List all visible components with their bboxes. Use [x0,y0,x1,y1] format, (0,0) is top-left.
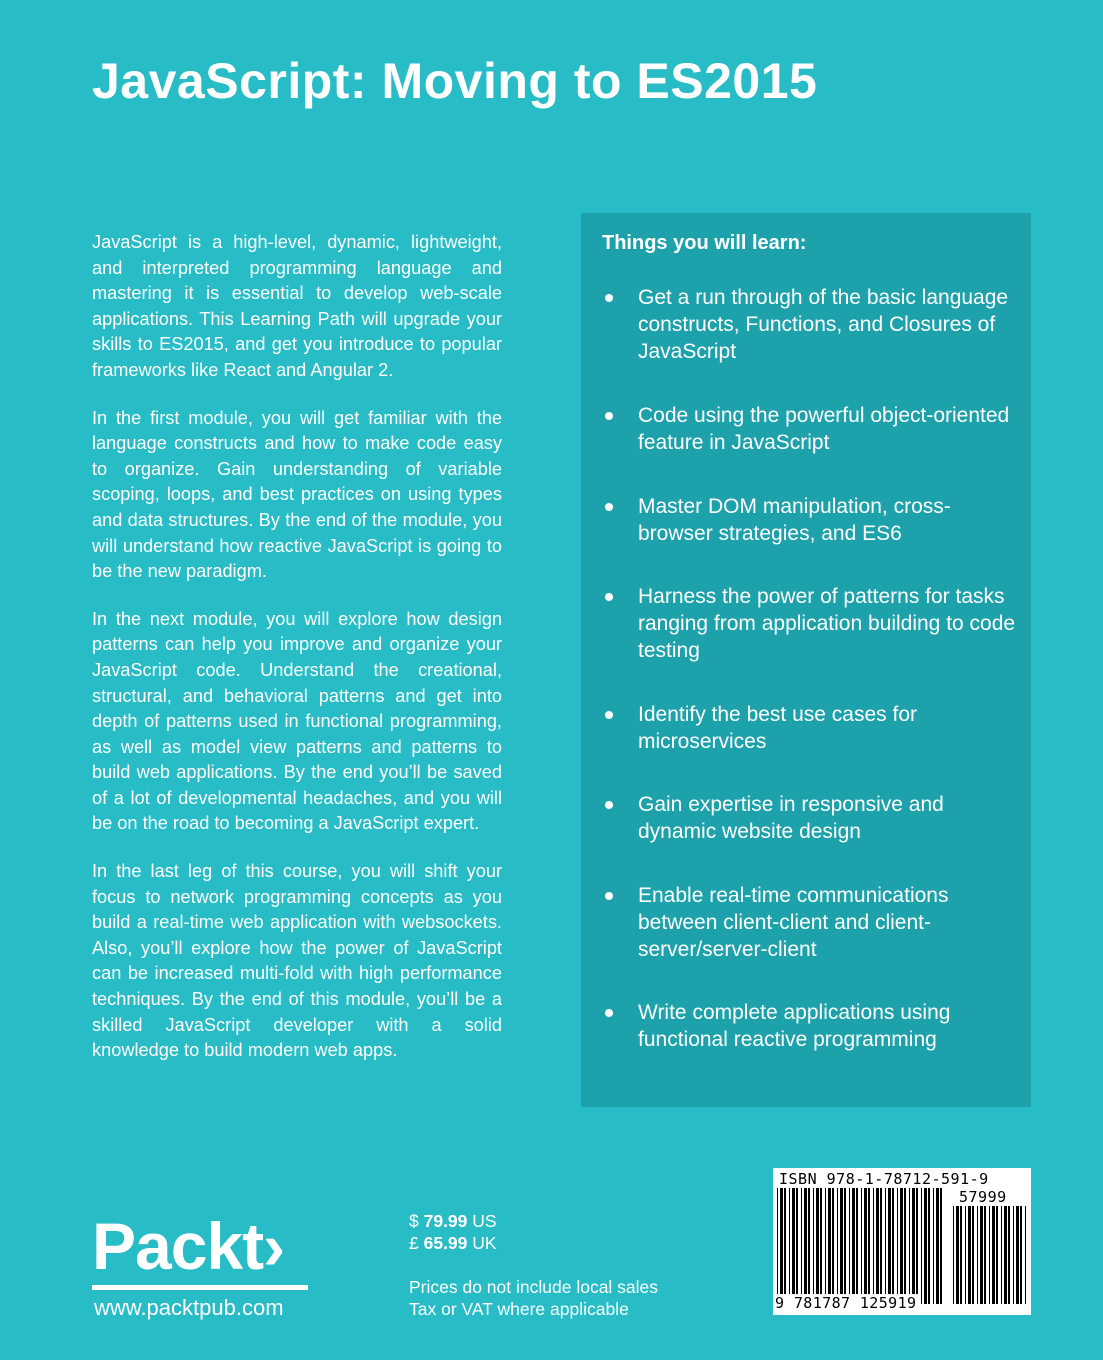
price-usd [409,1210,658,1232]
price-note-line-2: Tax or VAT where applicable [409,1299,629,1319]
barcode-bar [936,1188,939,1304]
barcode-bar [928,1188,930,1304]
barcode-bar [1013,1206,1014,1304]
usd-amount: 79.99 [423,1211,468,1231]
barcode-bar [904,1188,906,1304]
ean-digits: 9 781787 125919 [775,1294,920,1312]
logo-underline [92,1285,308,1290]
barcode-bar [792,1188,795,1304]
logo-chevron-icon: › [263,1209,285,1283]
bullet-icon [605,1009,613,1017]
learn-item-text: Write complete applications using functional reactive programming [638,1001,951,1051]
barcode-bar [789,1188,790,1304]
barcode-bar [1008,1206,1010,1304]
barcode-bar [900,1188,903,1304]
book-title: JavaScript: Moving to ES2015 [92,53,818,109]
barcode-bar [837,1188,838,1304]
description-paragraph-4: In the last leg of this course, you will shift your focus to network programming concepts as you build a real-time web application with websockets. Also, you’ll explore how the power of JavaScript can be increased multi-fold with high performance techniques. By the end of this module, you’ll be a skilled JavaScript developer with a solid knowledge to build modern web apps. [92,861,502,1061]
barcode-addon-code: 57999 [959,1188,1007,1206]
barcode-bar [777,1188,778,1304]
barcode-bar [984,1206,986,1304]
learn-item-text: Identify the best use cases for microservices [638,703,917,753]
barcode-bar [864,1188,867,1304]
barcode-bar [840,1188,843,1304]
things-you-will-learn-panel [581,213,1031,1107]
isbn-barcode [773,1168,1031,1315]
barcode-bar [924,1188,927,1304]
barcode-bar [820,1188,822,1304]
barcode-bar [956,1206,959,1304]
barcode-bar [780,1188,783,1304]
learn-item-text: Get a run through of the basic language constructs, Functions, and Closures of JavaScript [638,286,1009,363]
barcode-bar [856,1188,858,1304]
barcode-bar [968,1206,971,1304]
barcode-bar [1004,1206,1007,1304]
bullet-icon [605,801,613,809]
barcode-bar [965,1206,966,1304]
price-note-line-1: Prices do not include local sales [409,1277,659,1297]
barcode-bar [828,1188,831,1304]
barcode-bar [953,1206,954,1304]
barcode-bar [912,1188,915,1304]
barcode-bar [921,1188,922,1304]
description-paragraph-1: JavaScript is a high-level, dynamic, lightweight, and interpreted programming language and mastering it is essential to develop web-scale applications. This Learning Path will upgrade your skills to ES2015, and get you introduce to popular frameworks like React and Angular 2. [92,232,502,380]
gbp-label: UK [472,1233,497,1253]
barcode-bar [960,1206,962,1304]
barcode-bar [888,1188,891,1304]
barcode-bar [1001,1206,1002,1304]
gbp-symbol: £ [409,1233,419,1253]
barcode-bar [876,1188,879,1304]
barcode-bar [861,1188,862,1304]
price-block [409,1210,658,1320]
learn-item-text: Harness the power of patterns for tasks ranging from application building to code testing [638,585,1016,662]
barcode-bar [885,1188,886,1304]
barcode-bar [868,1188,870,1304]
barcode-bar [880,1188,882,1304]
barcode-bar [849,1188,850,1304]
gbp-amount: 65.99 [423,1233,468,1253]
barcode-bar [980,1206,983,1304]
barcode-bar [1016,1206,1019,1304]
bullet-icon [605,294,613,302]
barcode-bar [940,1188,942,1304]
packt-logo [92,1209,285,1283]
barcode-bar [992,1206,995,1304]
barcode-bar [977,1206,978,1304]
barcode-bar [972,1206,974,1304]
barcode-bar [832,1188,834,1304]
barcode-bar [892,1188,894,1304]
barcode-bar [808,1188,810,1304]
barcode-bar [989,1206,990,1304]
bullet-icon [605,593,613,601]
barcode-bar [796,1188,798,1304]
bullet-icon [605,892,613,900]
barcode-bar [784,1188,786,1304]
bullet-icon [605,503,613,511]
book-description [92,230,502,1086]
learn-item-text: Enable real-time communications between client-client and client-server/server-client [638,884,949,961]
learn-item-text: Code using the powerful object-oriented feature in JavaScript [638,404,1010,454]
usd-label: US [472,1211,497,1231]
barcode-bar [852,1188,855,1304]
publisher-brand [92,1209,285,1320]
description-paragraph-2: In the first module, you will get familiar with the language constructs and how to make code easy to organize. Gain understanding of variable scoping, loops, and best practices on using types and data structures. By the end of the module, you will understand how reactive JavaScript is going to be the new paradigm. [92,407,502,582]
barcode-bar [813,1188,814,1304]
barcode-bar [816,1188,819,1304]
logo-text: Packt [92,1209,264,1283]
barcode-bar [909,1188,910,1304]
price-gbp [409,1232,658,1254]
barcode-bar [996,1206,998,1304]
barcode-bar [825,1188,826,1304]
bullet-icon [605,711,613,719]
barcode-bar [804,1188,807,1304]
learn-heading: Things you will learn: [602,232,807,254]
isbn-text: ISBN 978-1-78712-591-9 [779,1170,989,1188]
description-paragraph-3: In the next module, you will explore how design patterns can help you improve and organize your JavaScript code. Understand the creational, structural, and behavioral patterns and get into depth of patterns used in functional programming, as well as model view patterns and patterns to build web applications. By the end you’ll be saved of a lot of developmental headaches, and you will be on the road to becoming a JavaScript expert. [92,608,502,834]
barcode-bar [873,1188,874,1304]
barcode-bar [1020,1206,1022,1304]
barcode-bar [933,1188,934,1304]
barcode-bar [897,1188,898,1304]
publisher-website[interactable]: www.packtpub.com [94,1295,284,1320]
learn-item-text: Gain expertise in responsive and dynamic website design [638,793,944,843]
barcode-bar [844,1188,846,1304]
barcode-bar [916,1188,918,1304]
barcode-bar [1025,1206,1026,1304]
usd-symbol: $ [409,1211,419,1231]
bullet-icon [605,412,613,420]
barcode-bar [801,1188,802,1304]
learn-item-text: Master DOM manipulation, cross-browser strategies, and ES6 [638,495,951,545]
